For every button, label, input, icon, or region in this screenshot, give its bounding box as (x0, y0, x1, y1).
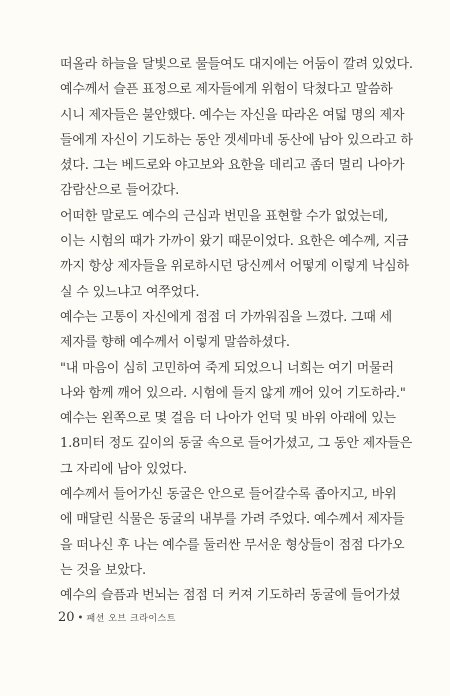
text-line: "내 마음이 심히 고민하여 죽게 되었으니 너희는 여기 머물러 (60, 360, 394, 376)
text-line: 예수께서 들어가신 동굴은 안으로 들어갈수록 좁아지고, 바위 (60, 487, 397, 503)
page-footer (58, 610, 176, 625)
text-line: 이는 시험의 때가 가까이 왔기 때문이었다. 요한은 예수께, 지금 (60, 234, 409, 250)
text-line: 예수는 왼쪽으로 몇 걸음 더 나아가 언덕 및 바위 아래에 있는 (60, 411, 396, 427)
text-line: 예수께서 슬픈 표정으로 제자들에게 위험이 닥쳤다고 말씀하 (60, 82, 393, 98)
text-line: 예수는 고통이 자신에게 점점 더 가까워짐을 느꼈다. 그때 세 (60, 309, 392, 325)
text-line: 을 떠나신 후 나는 예수를 둘러싼 무서운 형상들이 점점 다가오 (60, 537, 405, 553)
text-line: 감람산으로 들어갔다. (60, 183, 180, 199)
text-line: 나와 함께 깨어 있으라. 시험에 들지 않게 깨어 있어 기도하라." (60, 385, 406, 401)
text-line: 는 것을 보았다. (60, 562, 146, 578)
text-line: 셨다. 그는 베드로와 야고보와 요한을 데리고 좀더 멀리 나아가 (60, 158, 405, 174)
text-line: 실 수 있느냐고 여쭈었다. (60, 284, 200, 300)
text-line: 시니 제자들은 불안했다. 예수는 자신을 따라온 여덟 명의 제자 (60, 107, 405, 123)
page-number: 20 (58, 610, 75, 625)
text-line: 제자를 향해 예수께서 이렇게 말씀하셨다. (60, 335, 290, 351)
running-title: 패션 오브 크라이스트 (86, 614, 176, 624)
text-line: 어떠한 말로도 예수의 근심과 번민을 표현할 수가 없었는데, (60, 208, 389, 224)
text-line: 그 자리에 남아 있었다. (60, 461, 187, 477)
text-line: 떠올라 하늘을 달빛으로 물들여도 대지에는 어둠이 깔려 있었다. (60, 57, 413, 72)
body-text (60, 52, 413, 609)
text-line: 까지 항상 제자들을 위로하시던 당신께서 어떻게 이렇게 낙심하 (60, 259, 409, 275)
text-line: 예수의 슬픔과 번뇌는 점점 더 커져 기도하러 동굴에 들어가셨 (60, 588, 401, 604)
footer-separator: • (77, 613, 84, 624)
text-line: 1.8미터 정도 깊이의 동굴 속으로 들어가셨고, 그 동안 제자들은 (60, 436, 413, 452)
text-line: 에 매달린 식물은 동굴의 내부를 가려 주었다. 예수께서 제자들 (60, 512, 405, 528)
text-line: 들에게 자신이 기도하는 동안 겟세마네 동산에 남아 있으라고 하 (60, 132, 413, 148)
